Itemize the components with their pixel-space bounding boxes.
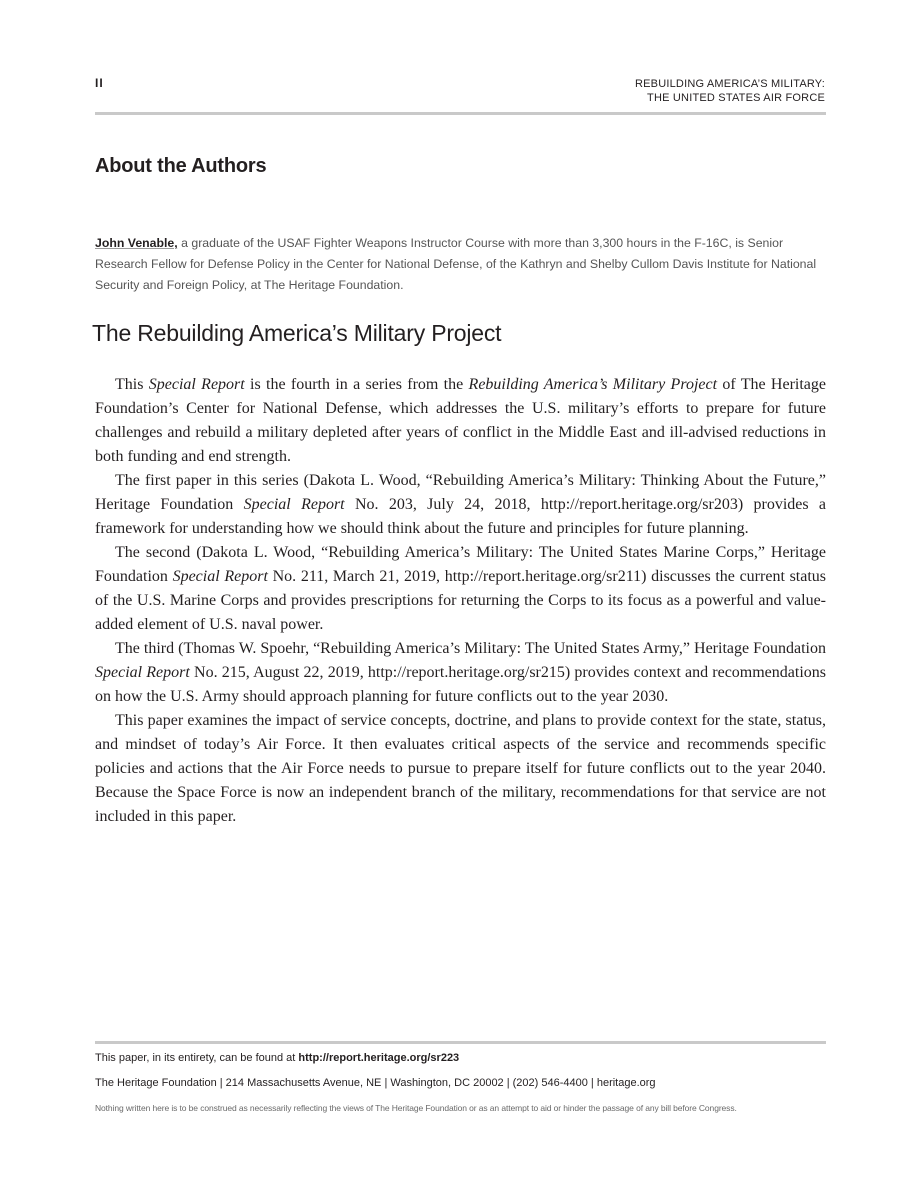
paragraph: The first paper in this series (Dakota L. Wood, “Rebuilding America’s Military: Thinking About the Future,” Heritage Foundation Special Report No. 203, July 24, 2018, http://report.heritage.org/sr203) provides a framework for understanding how we should think about the future and principles for future planning. xyxy=(95,472,827,537)
footer-disclaimer: Nothing written here is to be construed as necessarily reflecting the views of The Heritage Foundation or as an attempt to aid or hinder the passage of any bill before Congress. xyxy=(95,1103,737,1113)
project-heading: The Rebuilding America’s Military Project xyxy=(92,320,502,346)
header-divider xyxy=(95,112,826,115)
author-bio-text: a graduate of the USAF Fighter Weapons Instructor Course with more than 3,300 hours in the F-16C, is Senior Research Fellow for Defense Policy in the Center for National Defense, of the Kathryn and Shelby Cullom Davis Institute for National Security and Foreign Policy, at The Heritage Foundation. xyxy=(95,236,817,292)
running-header-line-1: REBUILDING AMERICA’S MILITARY: xyxy=(635,78,825,90)
paragraph: This Special Report is the fourth in a series from the Rebuilding America’s Military Project of The Heritage Foundation’s Center for National Defense, which addresses the U.S. military’s efforts to prepare for future challenges and rebuild a military depleted after years of conflict in the Middle East and ill-advised reductions in both funding and end strength. xyxy=(95,376,827,465)
footer-entirety-line: This paper, in its entirety, can be found at http://report.heritage.org/sr223 xyxy=(95,1052,460,1064)
footer-report-link[interactable]: http://report.heritage.org/sr223 xyxy=(298,1052,460,1064)
project-body xyxy=(95,373,826,829)
paragraph: This paper examines the impact of service concepts, doctrine, and plans to provide context for the state, status, and mindset of today’s Air Force. It then evaluates critical aspects of the service and recommends specific policies and actions that the Air Force needs to pursue to prepare itself for future conflicts out to the year 2040. Because the Space Force is now an independent branch of the military, recommendations for that service are not included in this paper. xyxy=(95,712,826,825)
footer-address: The Heritage Foundation | 214 Massachusetts Avenue, NE | Washington, DC 20002 | (202) 546-4400 | heritage.org xyxy=(95,1077,656,1089)
running-header xyxy=(635,77,825,105)
author-bio xyxy=(95,233,826,296)
running-header-line-2: THE UNITED STATES AIR FORCE xyxy=(647,92,825,104)
page-number: II xyxy=(95,76,104,90)
paragraph: The third (Thomas W. Spoehr, “Rebuilding America’s Military: The United States Army,” Heritage Foundation Special Report No. 215, August 22, 2019, http://report.heritage.org/sr215) provides context and recommendations on how the U.S. Army should approach planning for future conflicts out to the year 2030. xyxy=(95,640,827,705)
author-name: John Venable, xyxy=(95,236,178,250)
about-authors-heading: About the Authors xyxy=(95,155,267,177)
footer-divider xyxy=(95,1041,826,1044)
paragraph: The second (Dakota L. Wood, “Rebuilding America’s Military: The United States Marine Corps,” Heritage Foundation Special Report No. 211, March 21, 2019, http://report.heritage.org/sr211) discusses the current status of the U.S. Marine Corps and provides prescriptions for returning the Corps to its focus as a powerful and value-added element of U.S. naval power. xyxy=(95,544,827,633)
